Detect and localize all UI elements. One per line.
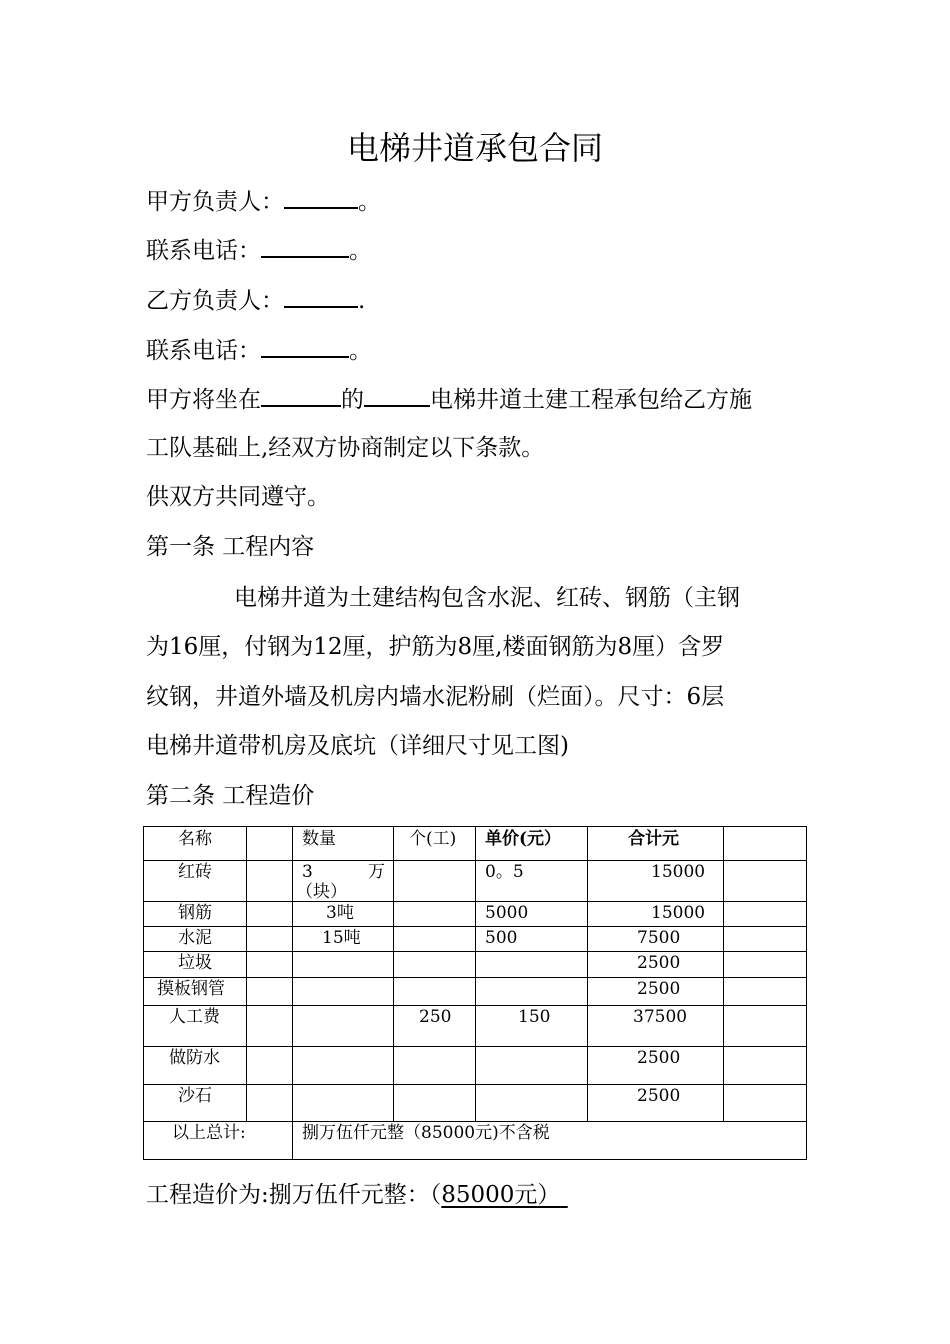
project-blank <box>364 383 430 407</box>
row2-name: 钢筋 <box>178 903 212 923</box>
row1-qty-sub: （块） <box>296 882 347 902</box>
intro-text-1: 甲方将坐在 <box>146 387 261 413</box>
footer-amount: 85000元） <box>441 1182 561 1208</box>
party-a-label: 甲方负责人： <box>146 189 284 215</box>
party-a-line <box>146 185 381 217</box>
row3-name: 水泥 <box>178 928 212 948</box>
row6-name: 人工费 <box>169 1007 220 1027</box>
row3-price: 500 <box>485 928 518 948</box>
party-b-label: 乙方负责人： <box>146 288 284 314</box>
intro-line-3: 供双方共同遵守。 <box>146 484 330 510</box>
row1-price: 0。5 <box>485 862 524 882</box>
row6-price: 150 <box>518 1007 551 1027</box>
row1-total: 15000 <box>651 862 706 882</box>
phone-b-label: 联系电话： <box>146 338 261 364</box>
header-unit: 个(工) <box>409 829 457 849</box>
row3-total: 7500 <box>637 928 681 948</box>
party-a-blank <box>284 185 358 209</box>
row1-name: 红砖 <box>178 862 212 882</box>
phone-b-end: 。 <box>349 338 372 364</box>
party-b-blank <box>284 284 358 308</box>
row5-name: 摸板钢管 <box>157 979 225 999</box>
row7-total: 2500 <box>637 1048 681 1068</box>
intro-text-2: 的 <box>341 387 364 413</box>
row6-unit: 250 <box>419 1007 452 1027</box>
row4-name: 垃圾 <box>178 953 212 973</box>
header-total: 合计元 <box>628 829 679 849</box>
row2-qty: 3吨 <box>326 903 354 923</box>
phone-a-blank <box>261 234 349 258</box>
footer-total-line <box>146 1180 568 1210</box>
header-price: 单价(元） <box>485 829 562 849</box>
phone-b-line <box>146 334 372 366</box>
cost-table <box>143 826 807 1160</box>
footer-label: 工程造价为:捌万伍仟元整：（ <box>146 1182 442 1208</box>
summary-value: 捌万伍仟元整（85000元)不含税 <box>302 1123 550 1143</box>
article1-line-3: 纹钢，井道外墙及机房内墙水泥粉刷（烂面）。尺寸：6层 <box>146 684 725 710</box>
party-a-end: 。 <box>358 189 381 215</box>
row5-total: 2500 <box>637 979 681 999</box>
intro-text-3: 电梯井道土建工程承包给乙方施 <box>430 387 752 413</box>
article1-line-1 <box>146 583 740 613</box>
intro-line-2: 工队基础上,经双方协商制定以下条款。 <box>146 435 545 461</box>
row3-qty: 15吨 <box>322 928 361 948</box>
phone-a-end: 。 <box>349 238 372 264</box>
row2-total: 15000 <box>651 903 706 923</box>
phone-a-label: 联系电话： <box>146 238 261 264</box>
phone-a-line <box>146 234 372 266</box>
article1-heading: 第一条 工程内容 <box>146 534 315 560</box>
party-b-end: . <box>358 288 366 314</box>
page-title: 电梯井道承包合同 <box>346 129 603 167</box>
party-b-line <box>146 284 365 316</box>
row8-total: 2500 <box>637 1086 681 1106</box>
row8-name: 沙石 <box>178 1086 212 1106</box>
header-name: 名称 <box>178 829 212 849</box>
header-qty: 数量 <box>302 829 336 849</box>
row1-qty-num: 3 <box>302 862 313 882</box>
article1-line-2: 为16厘，付钢为12厘，护筋为8厘,楼面钢筋为8厘）含罗 <box>146 634 725 660</box>
row2-price: 5000 <box>485 903 529 923</box>
article1-text-1: 电梯井道为土建结构包含水泥、红砖、钢筋（主钢 <box>234 585 740 611</box>
row7-name: 做防水 <box>169 1048 220 1068</box>
location-blank <box>261 383 341 407</box>
phone-b-blank <box>261 334 349 358</box>
intro-line-1 <box>146 383 752 415</box>
article2-heading: 第二条 工程造价 <box>146 783 315 809</box>
row4-total: 2500 <box>637 953 681 973</box>
article1-line-4: 电梯井道带机房及底坑（详细尺寸见工图) <box>146 733 569 759</box>
row6-total: 37500 <box>633 1007 688 1027</box>
summary-label: 以上总计: <box>172 1123 246 1143</box>
row1-qty-unit: 万 <box>368 862 385 882</box>
